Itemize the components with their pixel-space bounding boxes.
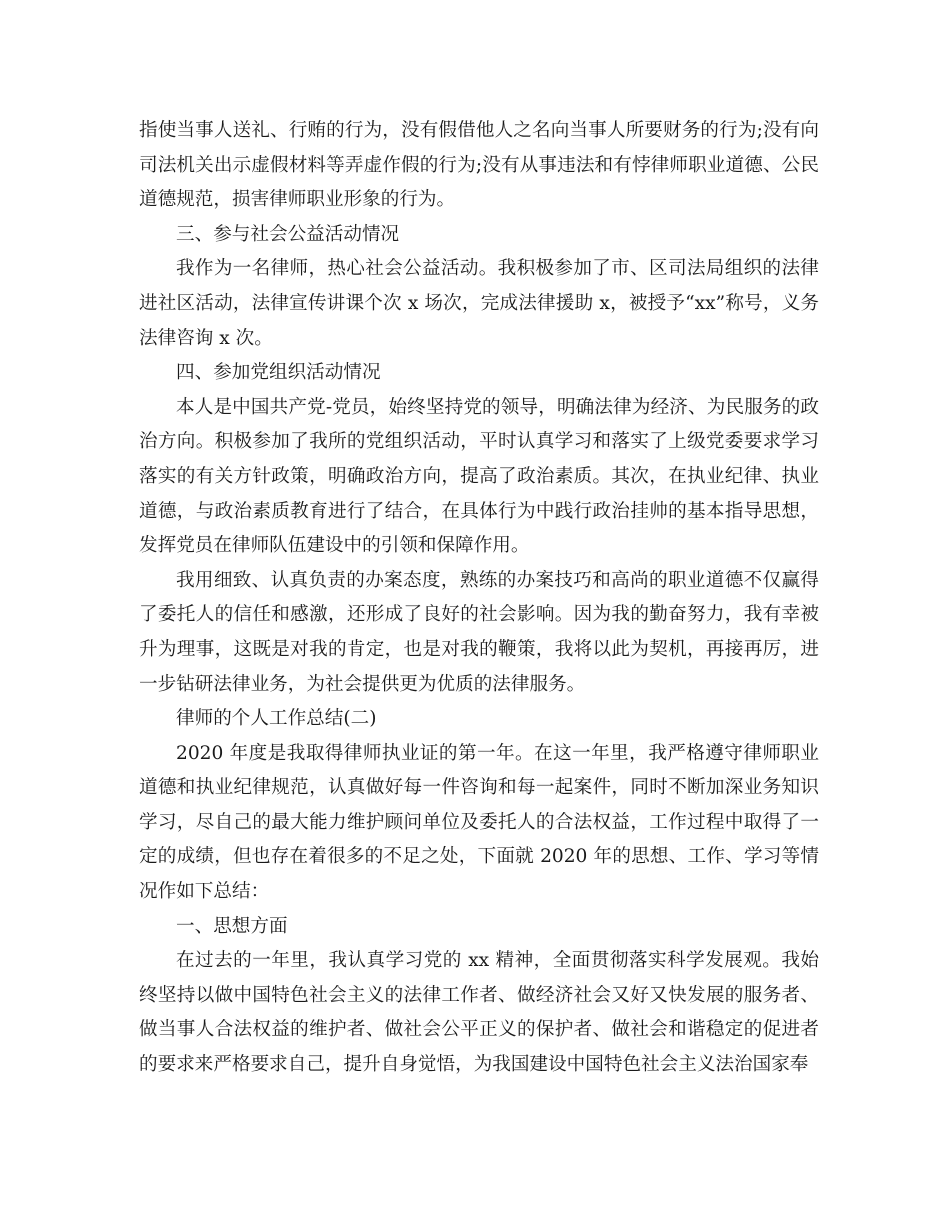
document-body <box>139 114 819 1083</box>
section-heading-public-welfare: 三、参与社会公益活动情况 <box>176 223 400 245</box>
paragraph-ideology: 在过去的一年里，我认真学习党的 xx 精神，全面贯彻落实科学发展观。我始终坚持以做中国特色社会主义的法律工作者、做经济社会又好又快发展的服务者、做当事人合法权益的维护者、做社会公平正义的保护者、做社会和谐稳定的促进者的要求来严格要求自己，提升自身觉悟，为我国建设中国特色社会主义法治国家奉 <box>139 950 819 1076</box>
paragraph-public-welfare: 我作为一名律师，热心社会公益活动。我积极参加了市、区司法局组织的法律进社区活动，法律宣传讲课个次 x 场次，完成法律援助 x，被授予“xx”称号，义务法律咨询 x 次。 <box>139 258 819 349</box>
paragraph-case-handling: 我用细致、认真负责的办案态度，熟练的办案技巧和高尚的职业道德不仅赢得了委托人的信任和感激，还形成了良好的社会影响。因为我的勤奋努力，我有幸被升为理事，这既是对我的肯定，也是对我的鞭策，我将以此为契机，再接再厉，进一步钻研法律业务，为社会提供更为优质的法律服务。 <box>139 569 819 695</box>
paragraph-year-overview: 2020 年度是我取得律师执业证的第一年。在这一年里，我严格遵守律师职业道德和执业纪律规范，认真做好每一件咨询和每一起案件，同时不断加深业务知识学习，尽自己的最大能力维护顾问单位及委托人的合法权益，工作过程中取得了一定的成绩，但也存在着很多的不足之处，下面就 2020 年的思想、工作、学习等情况作如下总结： <box>139 742 819 903</box>
paragraph-party-member: 本人是中国共产党-党员，始终坚持党的领导，明确法律为经济、为民服务的政治方向。积极参加了我所的党组织活动，平时认真学习和落实了上级党委要求学习落实的有关方针政策，明确政治方向，提高了政治素质。其次，在执业纪律、执业道德，与政治素质教育进行了结合，在具体行为中践行政治挂帅的基本指导思想，发挥党员在律师队伍建设中的引领和保障作用。 <box>139 396 819 557</box>
paragraph-continuation: 指使当事人送礼、行贿的行为，没有假借他人之名向当事人所要财务的行为;没有向司法机关出示虚假材料等弄虚作假的行为;没有从事违法和有悖律师职业道德、公民道德规范，损害律师职业形象的行为。 <box>139 120 819 211</box>
section-heading-ideology: 一、思想方面 <box>176 915 288 937</box>
section-heading-summary-two: 律师的个人工作总结(二) <box>176 708 377 730</box>
section-heading-party-activities: 四、参加党组织活动情况 <box>176 362 381 384</box>
